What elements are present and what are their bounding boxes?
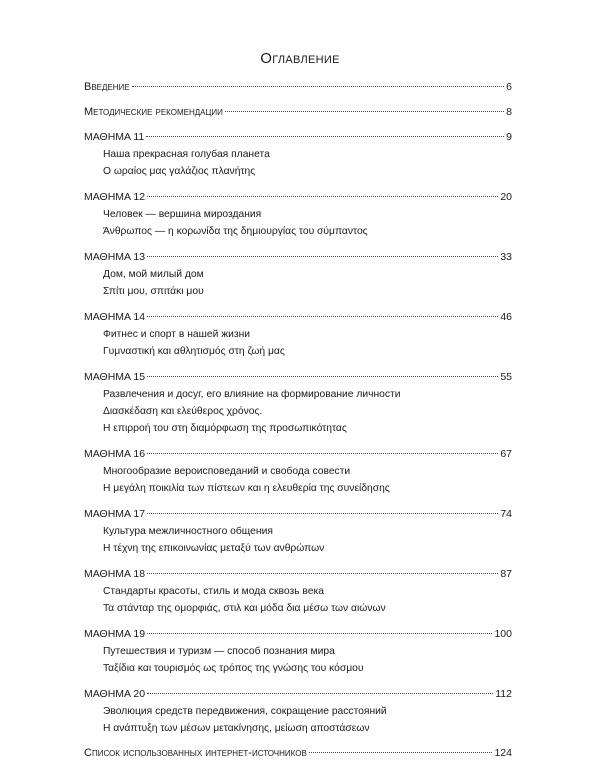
toc-page-number: 124 — [494, 747, 512, 759]
dot-leader — [146, 136, 504, 137]
toc-page-number: 6 — [506, 81, 512, 93]
toc-page-number: 9 — [506, 131, 512, 143]
dot-leader — [147, 633, 492, 634]
toc-subtitle-gr: Η μεγάλη ποικιλία των πίστεων και η ελευθερία της συνείδησης — [103, 483, 390, 494]
dot-leader — [147, 196, 498, 197]
toc-subtitle-ru: Фитнес и спорт в нашей жизни — [103, 329, 251, 340]
toc-entry-label: Введение — [84, 81, 130, 93]
table-of-contents — [84, 78, 512, 762]
dot-leader — [147, 316, 498, 317]
toc-page-number: 8 — [506, 106, 512, 118]
toc-subtitle-gr: Διασκέδαση και ελεύθερος χρόνος. — [103, 406, 263, 417]
toc-page-number: 55 — [500, 371, 512, 383]
dot-leader — [147, 376, 498, 377]
dot-leader — [147, 256, 498, 257]
toc-entry-sources[interactable] — [84, 744, 512, 762]
toc-lesson-label: ΜΑΘΗΜΑ 16 — [84, 448, 146, 460]
toc-page-number: 100 — [494, 628, 512, 640]
toc-page-number: 74 — [500, 508, 512, 520]
toc-lesson-label: ΜΑΘΗΜΑ 15 — [84, 371, 146, 383]
toc-entry-methodical[interactable] — [84, 103, 512, 121]
toc-entry-lesson-20[interactable] — [84, 685, 512, 737]
toc-lesson-label: ΜΑΘΗΜΑ 12 — [84, 191, 146, 203]
toc-page-number: 20 — [500, 191, 512, 203]
toc-subtitle-ru: Культура межличностного общения — [103, 526, 273, 537]
toc-entry-lesson-19[interactable] — [84, 625, 512, 677]
dot-leader — [225, 111, 504, 112]
toc-lesson-label: ΜΑΘΗΜΑ 17 — [84, 508, 146, 520]
toc-subtitle-ru: Путешествия и туризм — способ познания мира — [103, 646, 335, 657]
page-title: Оглавление — [260, 50, 340, 67]
toc-lesson-label: ΜΑΘΗΜΑ 19 — [84, 628, 146, 640]
toc-subtitle-ru: Развлечения и досуг, его влияние на формирование личности — [103, 389, 401, 400]
toc-subtitle-gr: Άνθρωπος — η κορωνίδα της δημιουργίας του σύμπαντος — [103, 226, 368, 237]
toc-subtitle-ru: Стандарты красоты, стиль и мода сквозь века — [103, 586, 324, 597]
toc-entry-lesson-13[interactable] — [84, 248, 512, 300]
toc-page-number: 87 — [500, 568, 512, 580]
toc-page-number: 112 — [495, 688, 512, 700]
toc-lesson-label: ΜΑΘΗΜΑ 14 — [84, 311, 146, 323]
toc-subtitle-gr: Τα στάνταρ της ομορφιάς, στιλ και μόδα δια μέσω των αιώνων — [103, 603, 386, 614]
toc-entry-lesson-17[interactable] — [84, 505, 512, 557]
toc-entry-lesson-14[interactable] — [84, 308, 512, 360]
toc-entry-lesson-16[interactable] — [84, 445, 512, 497]
toc-subtitle-gr: Γυμναστική και αθλητισμός στη ζωή μας — [103, 346, 285, 357]
dot-leader — [147, 693, 493, 694]
toc-entry-lesson-18[interactable] — [84, 565, 512, 617]
toc-subtitle-gr: Η τέχνη της επικοινωνίας μεταξύ των ανθρώπων — [103, 543, 325, 554]
dot-leader — [132, 86, 505, 87]
toc-subtitle-gr: Ταξίδια και τουρισμός ως τρόπος της γνώσης του κόσμου — [103, 663, 364, 674]
toc-subtitle-ru: Многообразие вероисповеданий и свобода совести — [103, 466, 351, 477]
toc-subtitle-gr: Η ανάπτυξη των μέσων μετακίνησης, μείωση αποστάσεων — [103, 723, 370, 734]
toc-subtitle-gr: Ο ωραίος μας γαλάζιος πλανήτης — [103, 166, 256, 177]
toc-entry-lesson-12[interactable] — [84, 188, 512, 240]
toc-entry-lesson-15[interactable] — [84, 368, 512, 437]
toc-page-number: 67 — [500, 448, 512, 460]
toc-lesson-label: ΜΑΘΗΜΑ 18 — [84, 568, 146, 580]
toc-subtitle-ru: Эволюция средств передвижения, сокращение расстояний — [103, 706, 387, 717]
dot-leader — [147, 453, 498, 454]
toc-subtitle-gr: Σπίτι μου, σπιτάκι μου — [103, 286, 204, 297]
toc-page-number: 33 — [500, 251, 512, 263]
toc-entry-label: Список использованных интернет-источников — [84, 747, 307, 759]
toc-entry-lesson-11[interactable] — [84, 128, 512, 180]
toc-lesson-label: ΜΑΘΗΜΑ 13 — [84, 251, 146, 263]
dot-leader — [147, 513, 498, 514]
toc-subtitle-ru: Человек — вершина мироздания — [103, 209, 262, 220]
toc-subtitle-ru: Дом, мой милый дом — [103, 269, 204, 280]
dot-leader — [309, 752, 493, 753]
toc-subtitle-ru: Наша прекрасная голубая планета — [103, 149, 270, 160]
toc-lesson-label: ΜΑΘΗΜΑ 11 — [84, 131, 145, 143]
toc-subtitle-gr: Η επιρροή του στη διαμόρφωση της προσωπικότητας — [103, 423, 347, 434]
toc-entry-intro[interactable] — [84, 78, 512, 96]
toc-page-number: 46 — [500, 311, 512, 323]
toc-entry-label: Методические рекомендации — [84, 106, 223, 118]
toc-lesson-label: ΜΑΘΗΜΑ 20 — [84, 688, 146, 700]
dot-leader — [147, 573, 498, 574]
